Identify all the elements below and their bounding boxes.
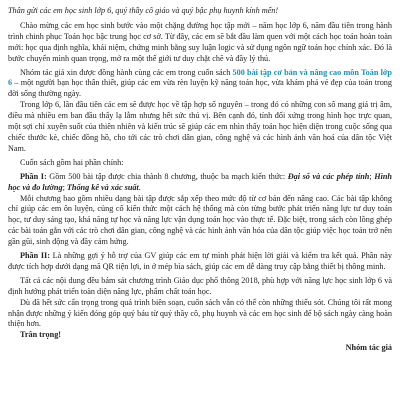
book-title: 500 bài tập cơ bản và nâng cao môn Toán lớp 6 — [8, 67, 392, 88]
structure-intro: Cuốn sách gồm hai phần chính: — [20, 157, 124, 167]
intro-p2-rest: – một người bạn học thân thiết, giúp các em vừa rèn luyện kỹ năng toán học, vừa khám phá vẻ đẹp của toán trong đời sống thường ngày. — [8, 78, 392, 99]
part2-text: Là những gợi ý hỗ trợ của GV giúp các em tự mình phát hiện lời giải và kiểm tra kết quả. Phần này được tích hợp dưới dạng mã QR tiện lợi, in ở mép bìa sách, giúp các em dễ dàng truy cập bằng thiết bị thông minh. — [8, 251, 393, 271]
intro-p2-lead: Nhóm tác giả xin được đồng hành cùng các em trong cuốn sách — [20, 67, 233, 77]
part2-summary — [8, 251, 392, 273]
part1-label: Phần I: — [20, 171, 47, 181]
part1-sep2: ; — [62, 182, 67, 192]
part1-sep1: ; — [369, 171, 375, 181]
topic-algebra: Đại số và các phép tính — [287, 171, 370, 181]
topic-statistics: Thống kê và xác suất — [66, 182, 139, 192]
part1-summary — [8, 172, 392, 194]
author-signature: Nhóm tác giả — [345, 343, 392, 353]
intro-paragraph-1: Chào mừng các em học sinh bước vào một chặng đường học tập mới – năm học lớp 6, năm đầu tiên trong hành trình chinh phục Toán học bậc trung học cơ sở. Từ đây, các em sẽ bắt đầu làm quen với một cách học toán hoàn toàn mới: học qua định nghĩa, khái niệm, chứng minh bằng suy luận logic và sử dụng ngôn ngữ toán học chính xác. Đó là bước chuyển mình quan trọng, mở ra một thế giới tư duy chặt chẽ và đầy lý thú. — [8, 20, 392, 63]
closing-paragraph-1: Tất cả các nội dung đều bám sát chương trình Giáo dục phổ thông 2018, phù hợp với năng lực học sinh lớp 6 và định hướng phát triển toàn diện năng lực, phẩm chất toán học. — [8, 275, 392, 296]
intro-paragraph-2 — [8, 68, 392, 101]
part1-text: Gồm 500 bài tập được chia thành 8 chương, thuộc ba mạch kiến thức: — [46, 171, 288, 181]
thanks-line: Trân trọng! — [20, 330, 62, 340]
closing-paragraph-2: Dù đã hết sức cẩn trọng trong quá trình biên soạn, cuốn sách vẫn có thể còn những thiếu sót. Chúng tôi rất mong nhận được những ý kiến đóng góp quý báu từ quý thầy cô, phụ huynh và các em học sinh để bộ sách ngày càng hoàn thiện hơn. — [8, 297, 392, 329]
part2-label: Phần II: — [20, 251, 50, 261]
intro-paragraph-3: Trong lớp 6, lần đầu tiên các em sẽ được học về tập hợp số nguyên – trong đó có những con số mang giá trị âm, điều mà nhiều em ban đầu thấy lạ lẫm nhưng hết sức thú vị. Bên cạnh đó, tính đối xứng trong hình học trực quan, một sợi chỉ xuyên suốt của thiên nhiên và kiến trúc sẽ giúp các em nhìn thấy toán học hiện diện trong cuộc sống qua chiếc thước kẻ, chiếc đồng hồ, cho tới các trò chơi dân gian, công nghệ và các hình ảnh văn hoá của dân tộc Việt Nam. — [8, 100, 392, 153]
greeting: Thân gửi các em học sinh lớp 6, quý thầy cô giáo và quý bậc phụ huynh kính mến! — [8, 6, 279, 15]
part1-detail: Mỗi chương bao gồm nhiều dạng bài tập được sắp xếp theo mức độ từ cơ bản đến nâng cao. Các bài tập không chỉ giúp các em ôn luyện, củng cố kiến thức một cách hệ thống mà còn từng bước phát triển năng lực tư duy toán học, tư duy sáng tạo, khả năng tự học và năng lực vận dụng toán học vào thực tế. Đặc biệt, trong sách còn lồng ghép các bài toán gắn với các trò chơi dân gian, công nghệ và các hình ảnh văn hóa của dân tộc giúp việc học toán trở nên gần gũi, sinh động và đầy cảm hứng. — [8, 193, 392, 247]
part1-end: . — [138, 182, 141, 192]
topic-geometry: Hình học và đo lường — [8, 171, 392, 192]
